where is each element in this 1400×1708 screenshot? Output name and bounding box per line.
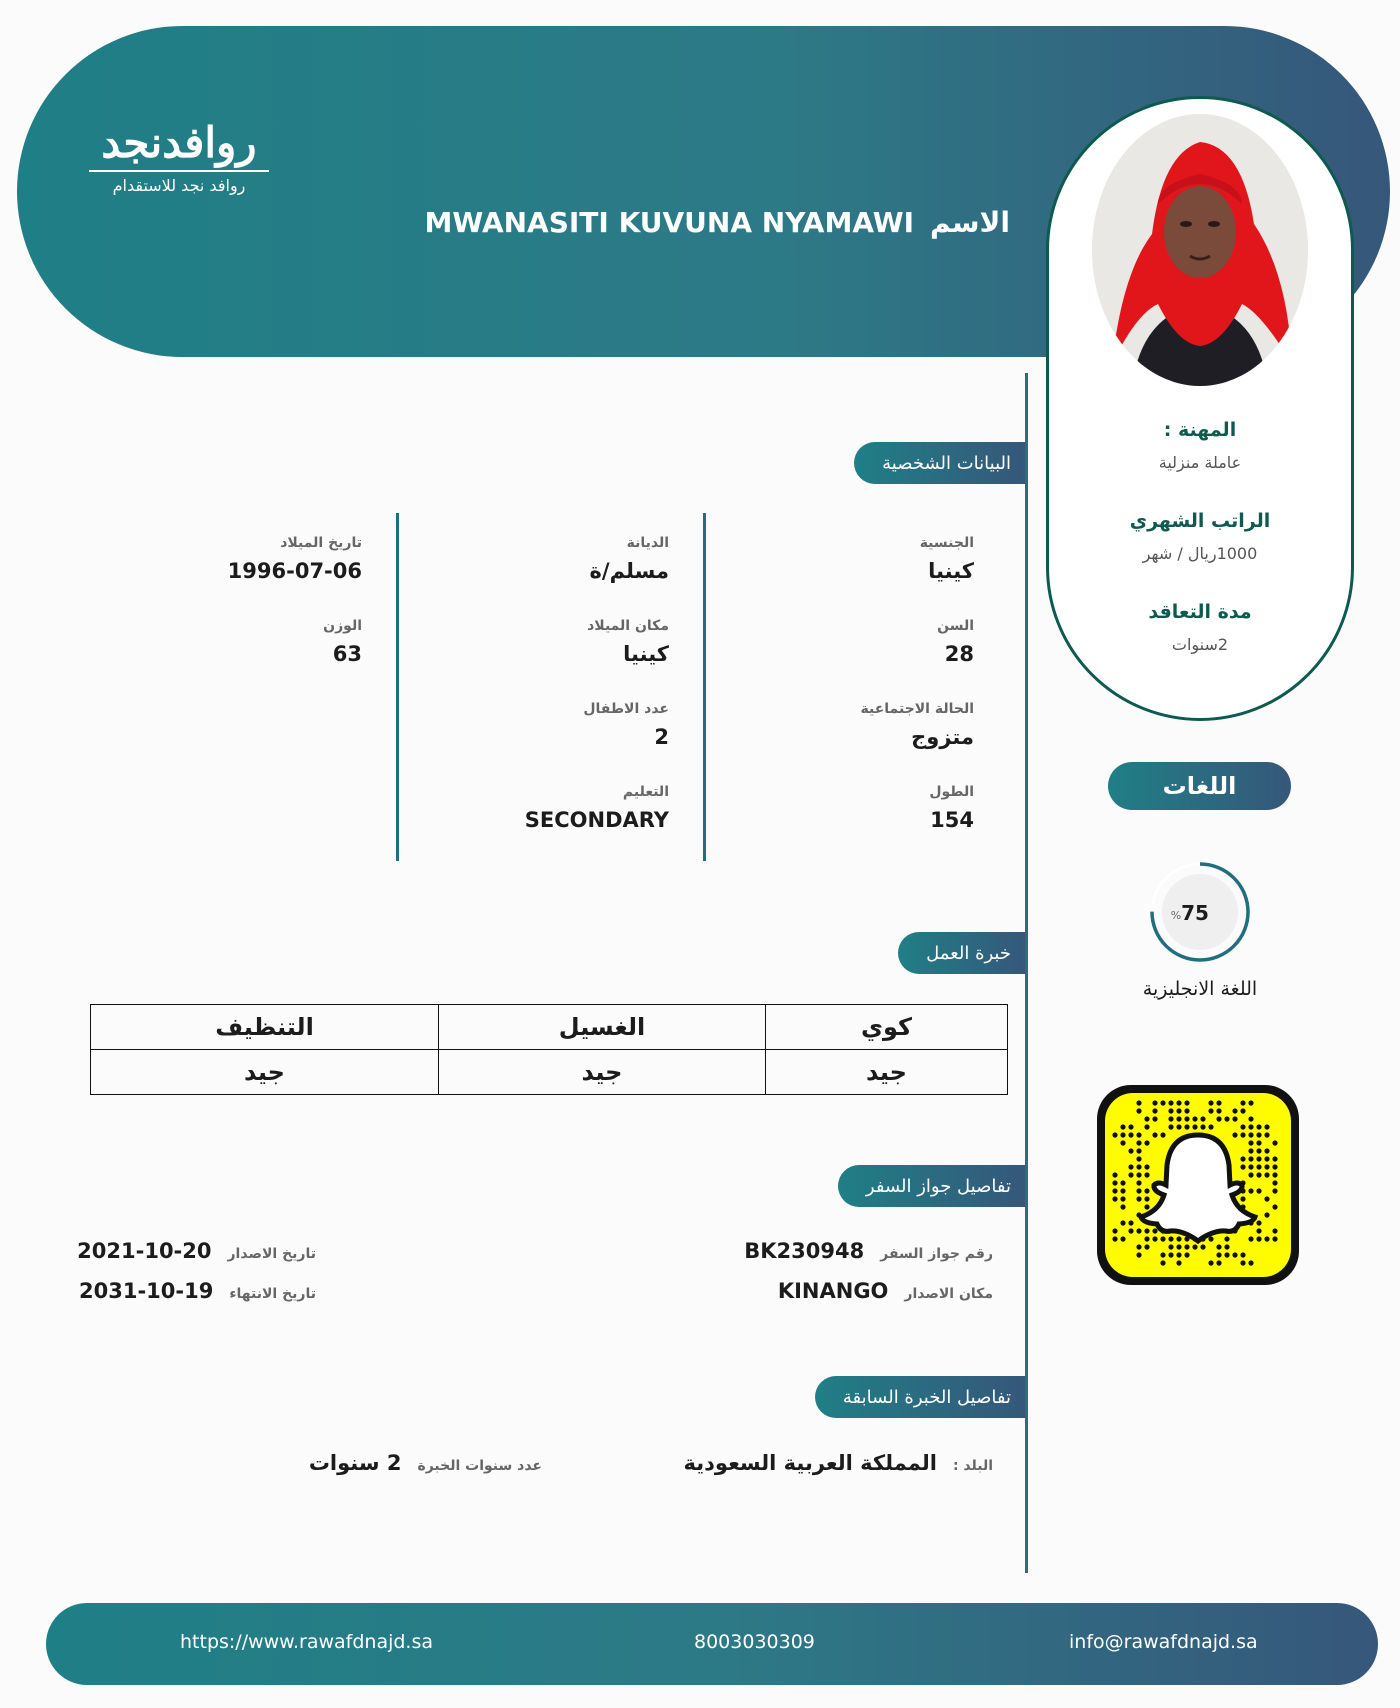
snapcode-dot bbox=[1168, 1116, 1173, 1121]
contract-label: مدة التعاقد bbox=[1148, 601, 1252, 623]
field-label: مكان الميلاد bbox=[587, 618, 669, 634]
snapcode-dot bbox=[1264, 1212, 1269, 1217]
gauge-percent-sign: % bbox=[1170, 909, 1182, 922]
profession-label: المهنة : bbox=[1163, 419, 1237, 441]
footer-email-link[interactable]: info@rawafdnajd.sa bbox=[1069, 1631, 1258, 1653]
snapcode-dot bbox=[1112, 1180, 1117, 1185]
field-value: 63 bbox=[332, 642, 362, 666]
snapcode-dot bbox=[1144, 1236, 1149, 1241]
field-label: الطول bbox=[929, 784, 974, 800]
candidate-photo bbox=[1092, 114, 1308, 386]
snapcode-dot bbox=[1256, 1156, 1261, 1161]
snapcode-dot bbox=[1248, 1188, 1253, 1193]
snapcode-dot bbox=[1144, 1204, 1149, 1209]
previous-country bbox=[684, 1451, 994, 1475]
snapcode-dot bbox=[1264, 1148, 1269, 1153]
field-birthplace bbox=[587, 618, 669, 666]
snapcode-dot bbox=[1112, 1228, 1117, 1233]
snapcode-dot bbox=[1200, 1124, 1205, 1129]
snapcode-dot bbox=[1208, 1100, 1213, 1105]
logo-divider bbox=[89, 170, 269, 172]
snapcode-dot bbox=[1136, 1100, 1141, 1105]
snapcode-dot bbox=[1232, 1116, 1237, 1121]
snapcode-dot bbox=[1136, 1252, 1141, 1257]
snapcode-dot bbox=[1120, 1124, 1125, 1129]
snapcode-dot bbox=[1112, 1132, 1117, 1137]
snapcode-dot bbox=[1264, 1172, 1269, 1177]
snapcode-dot bbox=[1152, 1116, 1157, 1121]
field-value: 28 bbox=[944, 642, 974, 666]
snapcode-dot bbox=[1136, 1108, 1141, 1113]
field-label: الديانة bbox=[626, 535, 669, 551]
snapcode-dot bbox=[1264, 1124, 1269, 1129]
snapcode[interactable] bbox=[1097, 1085, 1299, 1285]
field-label: السن bbox=[937, 618, 974, 634]
table-header-cell: كوي bbox=[766, 1005, 1008, 1050]
timeline-line bbox=[1025, 373, 1028, 1573]
field-children bbox=[583, 701, 669, 749]
snapcode-dot bbox=[1240, 1252, 1245, 1257]
snapcode-dot bbox=[1232, 1252, 1237, 1257]
snapcode-dot bbox=[1176, 1100, 1181, 1105]
snapcode-dot bbox=[1272, 1156, 1277, 1161]
snapcode-dot bbox=[1136, 1228, 1141, 1233]
snapcode-dot bbox=[1272, 1164, 1277, 1169]
salary-value: 1000ريال / شهر bbox=[1142, 544, 1258, 563]
field-label: الجنسية bbox=[919, 535, 974, 551]
snapcode-dot bbox=[1184, 1108, 1189, 1113]
snapcode-dot bbox=[1248, 1132, 1253, 1137]
table-row bbox=[91, 1050, 1008, 1095]
snapcode-dot bbox=[1256, 1132, 1261, 1137]
snapcode-dot bbox=[1136, 1140, 1141, 1145]
snapcode-dot bbox=[1192, 1244, 1197, 1249]
snapcode-dot bbox=[1112, 1196, 1117, 1201]
snapcode-dot bbox=[1224, 1236, 1229, 1241]
snapcode-dot bbox=[1144, 1196, 1149, 1201]
snapcode-dot bbox=[1272, 1180, 1277, 1185]
snapcode-dot bbox=[1216, 1252, 1221, 1257]
snapcode-dot bbox=[1248, 1172, 1253, 1177]
snapcode-dot bbox=[1176, 1124, 1181, 1129]
snapcode-dot bbox=[1120, 1132, 1125, 1137]
snapcode-dot bbox=[1160, 1100, 1165, 1105]
field-value: 1996-07-06 bbox=[227, 559, 362, 583]
gauge-percent: 75 bbox=[1181, 901, 1209, 925]
snapcode-dot bbox=[1272, 1228, 1277, 1233]
passport-place-label: مكان الاصدار bbox=[904, 1286, 993, 1302]
snapcode-dot bbox=[1136, 1156, 1141, 1161]
snapcode-dot bbox=[1128, 1132, 1133, 1137]
snapcode-dot bbox=[1112, 1236, 1117, 1241]
snapcode-dot bbox=[1152, 1228, 1157, 1233]
snapcode-dot bbox=[1160, 1132, 1165, 1137]
passport-number-value: BK230948 bbox=[744, 1239, 865, 1263]
snapcode-dot bbox=[1168, 1100, 1173, 1105]
table-header-row bbox=[91, 1005, 1008, 1050]
snapcode-dot bbox=[1256, 1140, 1261, 1145]
candidate-name-label: الاسم bbox=[930, 206, 1010, 239]
candidate-name-row bbox=[424, 206, 1010, 239]
snapcode-dot bbox=[1120, 1180, 1125, 1185]
snapcode-dot bbox=[1160, 1260, 1165, 1265]
snapcode-dot bbox=[1248, 1100, 1253, 1105]
field-religion bbox=[590, 535, 669, 583]
snapcode-dot bbox=[1168, 1252, 1173, 1257]
snapcode-dot bbox=[1264, 1164, 1269, 1169]
snapcode-dot bbox=[1200, 1116, 1205, 1121]
snapcode-dot bbox=[1216, 1116, 1221, 1121]
snapcode-dot bbox=[1272, 1204, 1277, 1209]
profession-block bbox=[1049, 419, 1351, 472]
field-marital-status bbox=[861, 701, 974, 749]
snapcode-dot bbox=[1120, 1204, 1125, 1209]
snapcode-dot bbox=[1264, 1132, 1269, 1137]
snapcode-dot bbox=[1152, 1236, 1157, 1241]
snapcode-dot bbox=[1256, 1228, 1261, 1233]
snapcode-dot bbox=[1152, 1100, 1157, 1105]
snapcode-dot bbox=[1144, 1140, 1149, 1145]
field-value: 2 bbox=[654, 725, 669, 749]
field-label: عدد الاطفال bbox=[583, 701, 669, 717]
snapcode-dot bbox=[1160, 1236, 1165, 1241]
snapcode-dot bbox=[1136, 1132, 1141, 1137]
snapcode-dot bbox=[1176, 1108, 1181, 1113]
snapcode-dot bbox=[1152, 1108, 1157, 1113]
passport-issue-label: تاريخ الاصدار bbox=[227, 1246, 316, 1262]
snapcode-dot bbox=[1208, 1108, 1213, 1113]
snapcode-dot bbox=[1144, 1164, 1149, 1169]
passport-expiry-label: تاريخ الانتهاء bbox=[229, 1286, 316, 1302]
snapcode-dot bbox=[1248, 1156, 1253, 1161]
section-personal-data: البيانات الشخصية bbox=[854, 442, 1025, 484]
snapcode-dot bbox=[1112, 1172, 1117, 1177]
snapcode-dot bbox=[1216, 1244, 1221, 1249]
snapcode-dot bbox=[1176, 1252, 1181, 1257]
snapcode-dot bbox=[1136, 1188, 1141, 1193]
snapcode-dot bbox=[1256, 1148, 1261, 1153]
snapcode-dot bbox=[1216, 1260, 1221, 1265]
snapcode-dot bbox=[1264, 1156, 1269, 1161]
snapcode-dot bbox=[1256, 1188, 1261, 1193]
contract-block bbox=[1049, 601, 1351, 654]
snapcode-dot bbox=[1120, 1140, 1125, 1145]
field-label: الحالة الاجتماعية bbox=[860, 701, 974, 717]
snapcode-dot bbox=[1128, 1228, 1133, 1233]
languages-heading: اللغات bbox=[1108, 762, 1291, 810]
contract-value: 2سنوات bbox=[1171, 635, 1229, 654]
previous-years-label: عدد سنوات الخبرة bbox=[417, 1458, 542, 1474]
snapcode-dot bbox=[1248, 1148, 1253, 1153]
previous-years bbox=[309, 1451, 542, 1475]
field-weight bbox=[323, 618, 362, 666]
english-gauge bbox=[1148, 860, 1252, 964]
snapcode-dot bbox=[1168, 1244, 1173, 1249]
field-birthdate bbox=[228, 535, 362, 583]
field-label: التعليم bbox=[622, 784, 669, 800]
snapcode-dot bbox=[1240, 1132, 1245, 1137]
snapcode-dot bbox=[1120, 1188, 1125, 1193]
snapcode-dot bbox=[1144, 1228, 1149, 1233]
snapcode-dot bbox=[1128, 1124, 1133, 1129]
snapcode-dot bbox=[1264, 1196, 1269, 1201]
snapcode-dot bbox=[1240, 1108, 1245, 1113]
snapchat-ghost-icon bbox=[1105, 1093, 1291, 1277]
english-language-label: اللغة الانجليزية bbox=[1142, 978, 1258, 1000]
snapcode-dot bbox=[1240, 1156, 1245, 1161]
snapcode-pattern bbox=[1105, 1093, 1291, 1277]
column-divider bbox=[703, 513, 706, 861]
table-cell: جيد bbox=[91, 1050, 439, 1095]
section-passport: تفاصيل جواز السفر bbox=[838, 1165, 1025, 1207]
snapcode-dot bbox=[1168, 1108, 1173, 1113]
snapcode-dot bbox=[1176, 1236, 1181, 1241]
field-value: SECONDARY bbox=[524, 808, 669, 832]
snapcode-dot bbox=[1152, 1132, 1157, 1137]
snapcode-dot bbox=[1128, 1172, 1133, 1177]
snapcode-dot bbox=[1120, 1236, 1125, 1241]
snapcode-dot bbox=[1256, 1164, 1261, 1169]
snapcode-dot bbox=[1248, 1116, 1253, 1121]
snapcode-dot bbox=[1144, 1244, 1149, 1249]
snapcode-dot bbox=[1240, 1260, 1245, 1265]
table-header-cell: التنظيف bbox=[91, 1005, 439, 1050]
snapcode-dot bbox=[1184, 1124, 1189, 1129]
field-value: كينيا bbox=[928, 559, 974, 583]
snapcode-dot bbox=[1232, 1132, 1237, 1137]
snapcode-dot bbox=[1136, 1172, 1141, 1177]
snapcode-dot bbox=[1184, 1100, 1189, 1105]
snapcode-dot bbox=[1168, 1124, 1173, 1129]
passport-number-label: رقم جواز السفر bbox=[880, 1246, 993, 1262]
snapcode-dot bbox=[1168, 1236, 1173, 1241]
table-header-cell: الغسيل bbox=[439, 1005, 766, 1050]
previous-years-value: 2 سنوات bbox=[308, 1451, 402, 1475]
footer-website-link[interactable]: https://www.rawafdnajd.sa bbox=[180, 1631, 434, 1653]
field-value: كينيا bbox=[623, 642, 669, 666]
snapcode-dot bbox=[1136, 1164, 1141, 1169]
snapcode-dot bbox=[1192, 1116, 1197, 1121]
snapcode-dot bbox=[1208, 1236, 1213, 1241]
snapcode-dot bbox=[1256, 1124, 1261, 1129]
profession-value: عاملة منزلية bbox=[1158, 453, 1242, 472]
passport-number bbox=[744, 1239, 993, 1263]
passport-issue-date bbox=[77, 1239, 316, 1263]
field-value: متزوج bbox=[911, 725, 974, 749]
snapcode-dot bbox=[1176, 1260, 1181, 1265]
passport-issue-value: 2021-10-20 bbox=[77, 1239, 212, 1263]
snapcode-dot bbox=[1144, 1116, 1149, 1121]
snapcode-dot bbox=[1128, 1164, 1133, 1169]
field-education bbox=[525, 784, 669, 832]
snapcode-dot bbox=[1248, 1124, 1253, 1129]
logo-subtitle: روافد نجد للاستقدام bbox=[112, 176, 246, 195]
footer-bar bbox=[46, 1603, 1378, 1685]
snapcode-dot bbox=[1216, 1108, 1221, 1113]
snapcode-dot bbox=[1272, 1236, 1277, 1241]
passport-place-value: KINANGO bbox=[777, 1279, 889, 1303]
snapcode-dot bbox=[1248, 1236, 1253, 1241]
logo-mark: روافدنجد bbox=[101, 118, 257, 167]
passport-place bbox=[778, 1279, 993, 1303]
snapcode-dot bbox=[1192, 1124, 1197, 1129]
snapcode-dot bbox=[1240, 1164, 1245, 1169]
snapcode-dot bbox=[1184, 1116, 1189, 1121]
work-experience-table bbox=[90, 1004, 1008, 1095]
field-label: تاريخ الميلاد bbox=[280, 535, 362, 551]
gauge-ring bbox=[1148, 860, 1252, 964]
snapcode-dot bbox=[1264, 1236, 1269, 1241]
snapcode-dot bbox=[1216, 1100, 1221, 1105]
field-value: 154 bbox=[930, 808, 974, 832]
snapcode-dot bbox=[1224, 1244, 1229, 1249]
section-previous-experience: تفاصيل الخبرة السابقة bbox=[815, 1376, 1025, 1418]
snapcode-dot bbox=[1256, 1220, 1261, 1225]
snapcode-dot bbox=[1240, 1100, 1245, 1105]
profile-card bbox=[1046, 96, 1354, 721]
salary-label: الراتب الشهري bbox=[1129, 510, 1271, 532]
snapcode-dot bbox=[1248, 1164, 1253, 1169]
snapcode-dot bbox=[1136, 1244, 1141, 1249]
snapcode-dot bbox=[1240, 1196, 1245, 1201]
candidate-photo-illustration bbox=[1092, 114, 1308, 386]
snapcode-dot bbox=[1128, 1220, 1133, 1225]
snapcode-dot bbox=[1224, 1116, 1229, 1121]
snapcode-dot bbox=[1208, 1260, 1213, 1265]
snapcode-dot bbox=[1248, 1140, 1253, 1145]
snapcode-dot bbox=[1248, 1260, 1253, 1265]
snapcode-dot bbox=[1256, 1236, 1261, 1241]
table-cell: جيد bbox=[439, 1050, 766, 1095]
candidate-name: MWANASITI KUVUNA NYAMAWI bbox=[424, 206, 915, 239]
previous-country-label: البلد : bbox=[952, 1458, 993, 1474]
snapcode-dot bbox=[1272, 1140, 1277, 1145]
snapcode-dot bbox=[1176, 1116, 1181, 1121]
snapcode-dot bbox=[1184, 1252, 1189, 1257]
snapcode-dot bbox=[1160, 1252, 1165, 1257]
snapcode-dot bbox=[1240, 1124, 1245, 1129]
company-logo bbox=[89, 118, 269, 195]
previous-country-value: المملكة العربية السعودية bbox=[683, 1451, 937, 1475]
footer-phone[interactable]: 8003030309 bbox=[694, 1631, 815, 1653]
snapcode-dot bbox=[1136, 1196, 1141, 1201]
snapcode-dot bbox=[1112, 1188, 1117, 1193]
field-label: الوزن bbox=[323, 618, 362, 634]
snapcode-dot bbox=[1128, 1148, 1133, 1153]
section-work-experience: خبرة العمل bbox=[898, 932, 1025, 974]
snapcode-dot bbox=[1120, 1196, 1125, 1201]
snapcode-dot bbox=[1200, 1244, 1205, 1249]
snapcode-dot bbox=[1224, 1252, 1229, 1257]
snapcode-dot bbox=[1120, 1220, 1125, 1225]
snapcode-dot bbox=[1272, 1172, 1277, 1177]
table-cell: جيد bbox=[766, 1050, 1008, 1095]
field-height bbox=[929, 784, 974, 832]
snapcode-dot bbox=[1176, 1244, 1181, 1249]
field-age bbox=[937, 618, 974, 666]
snapcode-dot bbox=[1208, 1124, 1213, 1129]
snapcode-dot bbox=[1144, 1124, 1149, 1129]
snapcode-dot bbox=[1144, 1172, 1149, 1177]
snapcode-dot bbox=[1136, 1180, 1141, 1185]
snapcode-dot bbox=[1256, 1172, 1261, 1177]
salary-block bbox=[1049, 510, 1351, 563]
snapcode-dot bbox=[1184, 1244, 1189, 1249]
snapcode-dot bbox=[1136, 1148, 1141, 1153]
field-nationality bbox=[920, 535, 974, 583]
field-value: مسلم/ة bbox=[589, 559, 669, 583]
snapcode-dot bbox=[1272, 1188, 1277, 1193]
column-divider bbox=[396, 513, 399, 861]
snapcode-dot bbox=[1144, 1188, 1149, 1193]
snapcode-dot bbox=[1232, 1108, 1237, 1113]
passport-expiry-value: 2031-10-19 bbox=[79, 1279, 214, 1303]
passport-expiry-date bbox=[79, 1279, 316, 1303]
